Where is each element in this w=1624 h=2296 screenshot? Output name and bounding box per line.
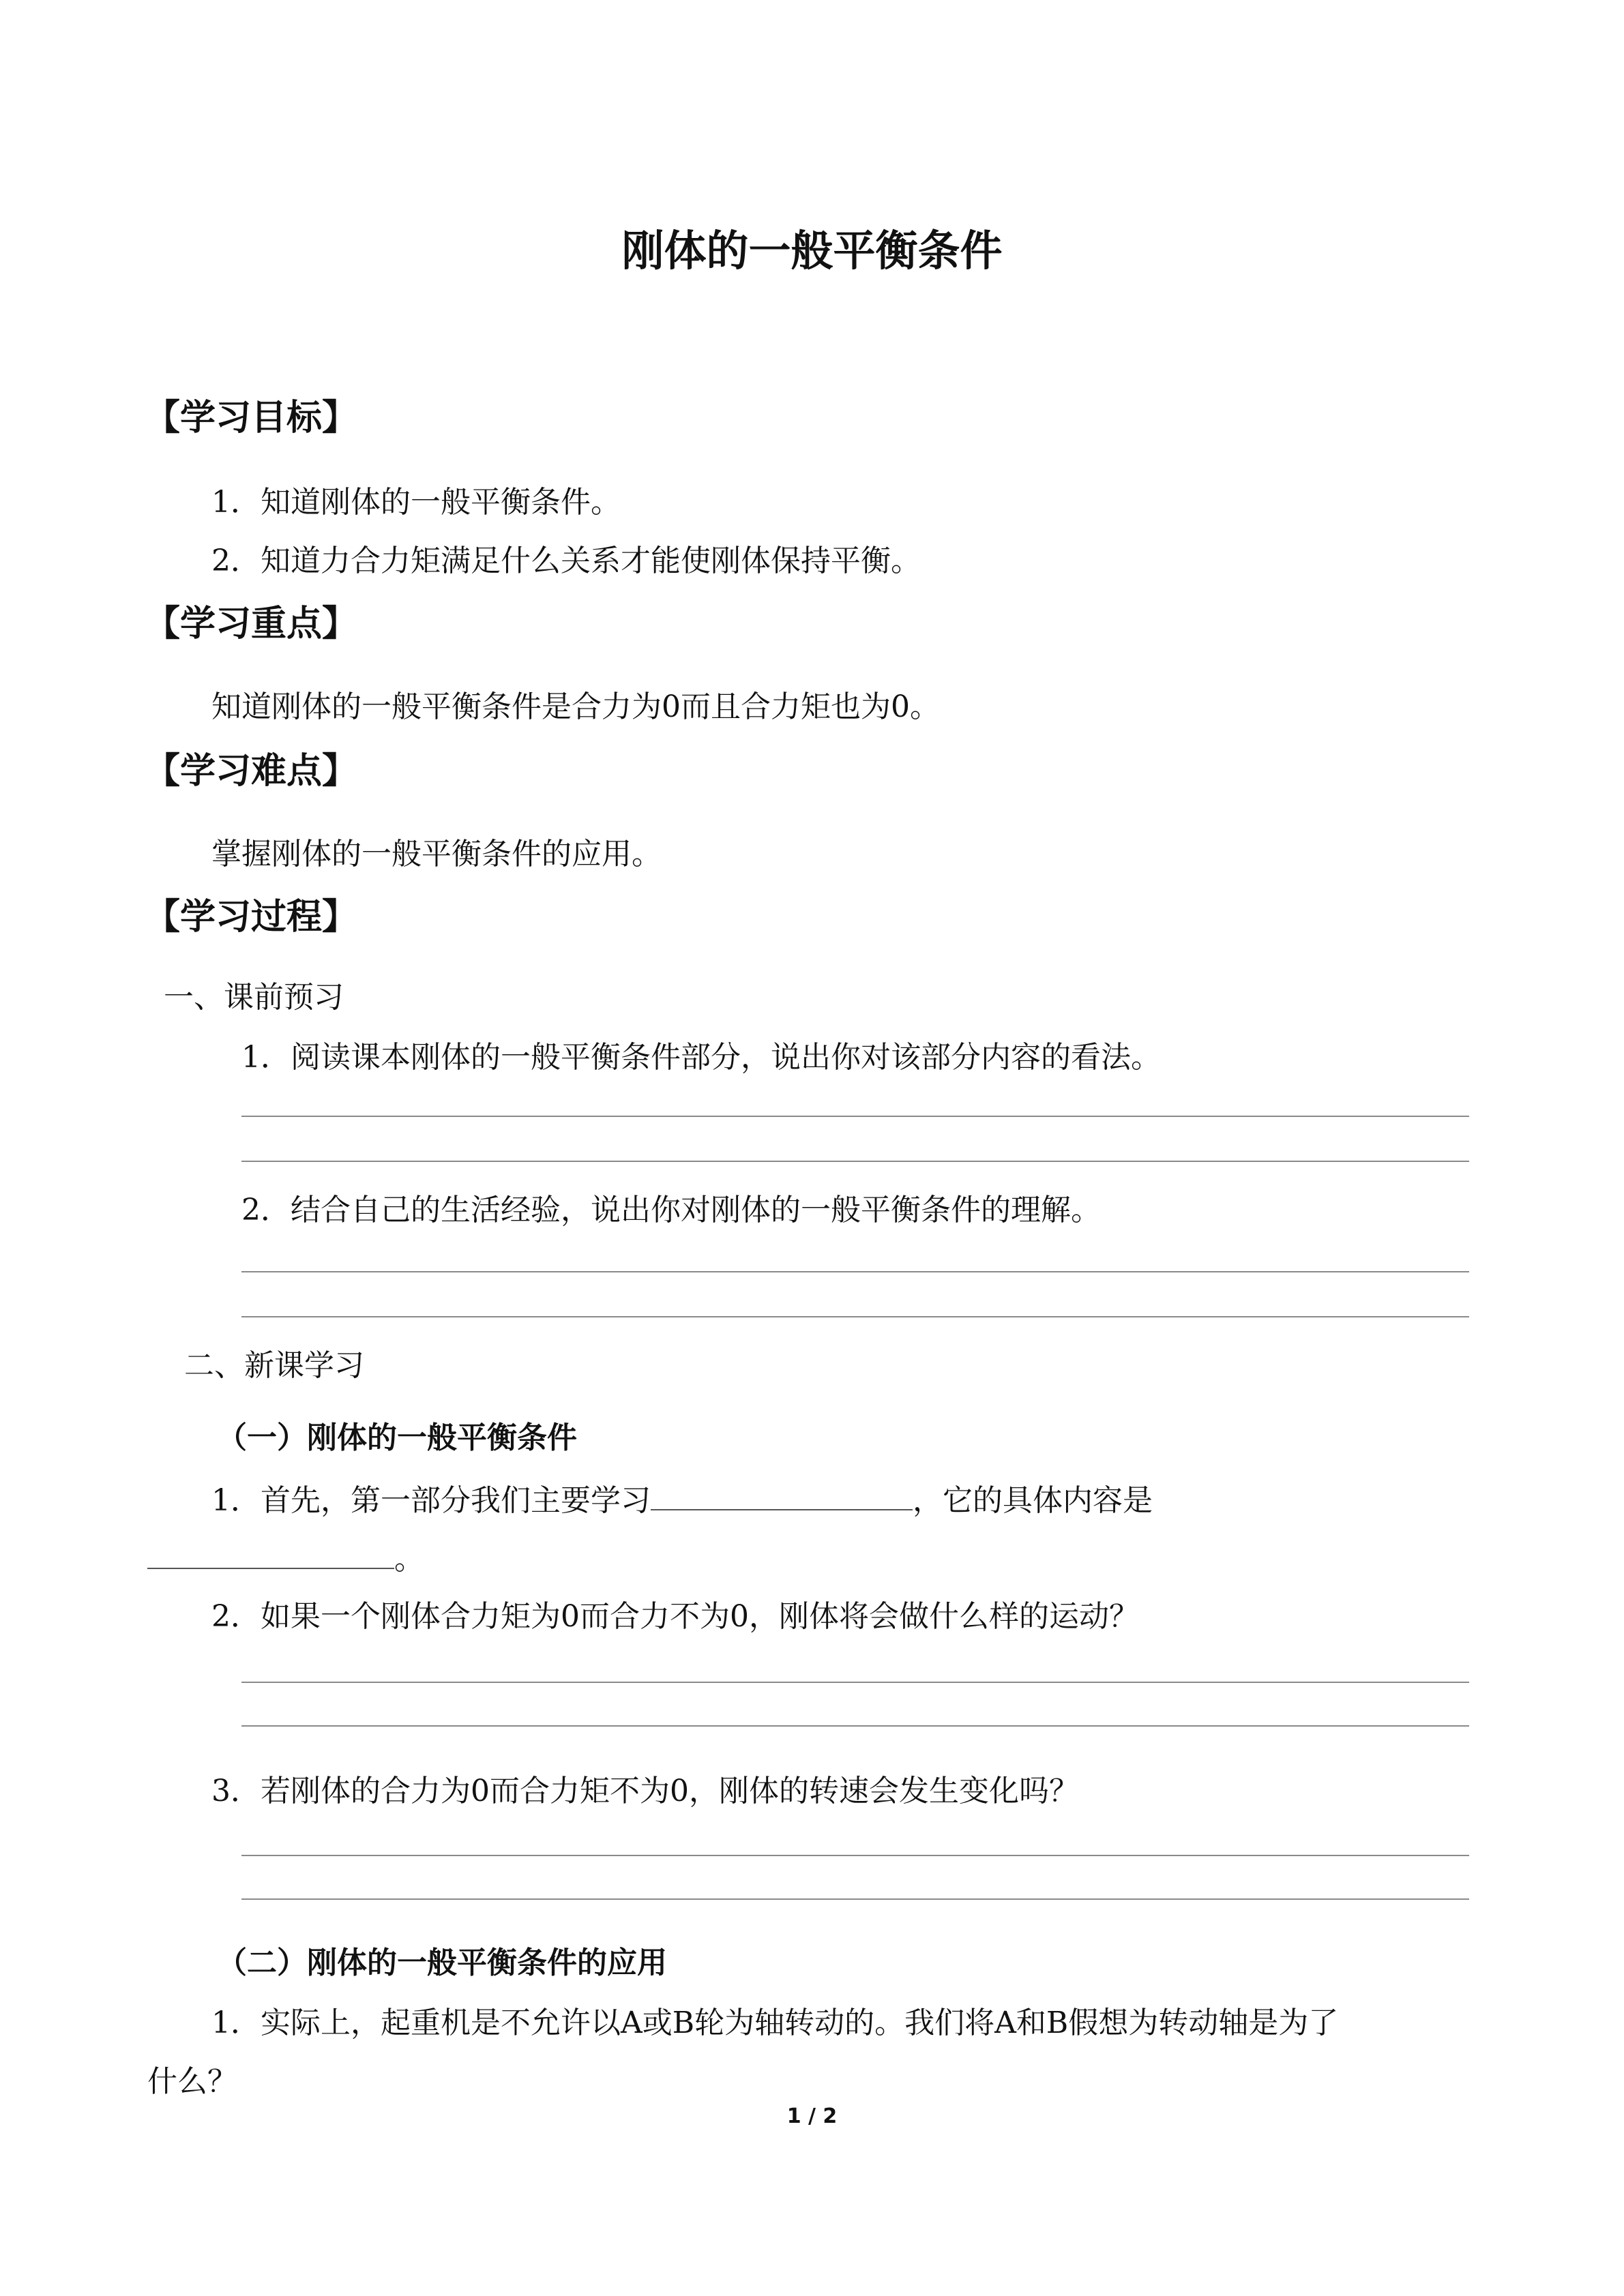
preview-question-2: 2．结合自己的生活经验，说出你对刚体的一般平衡条件的理解。: [241, 1193, 1101, 1227]
part1-question-3: 3．若刚体的合力为0而合力矩不为0，刚体的转速会发生变化吗？: [211, 1774, 1079, 1808]
objectives-heading: 【学习目标】: [145, 398, 358, 438]
process-heading: 【学习过程】: [145, 897, 358, 938]
answer-line[interactable]: [241, 1898, 1469, 1900]
part2-title: （二）刚体的一般平衡条件的应用: [217, 1945, 667, 1980]
new-lesson-label: 二、新课学习: [184, 1348, 364, 1383]
answer-line[interactable]: [241, 1271, 1469, 1272]
part1-q1-text-b: ，它的具体内容是: [913, 1483, 1153, 1518]
page-number: 1 / 2: [786, 2104, 838, 2128]
preview-question-1: 1．阅读课本刚体的一般平衡条件部分，说出你对该部分内容的看法。: [241, 1040, 1161, 1075]
fill-blank[interactable]: [651, 1479, 913, 1510]
answer-line[interactable]: [241, 1116, 1469, 1117]
fill-blank[interactable]: [147, 1538, 394, 1569]
key-point-heading: 【学习重点】: [145, 603, 358, 644]
part1-title: （一）刚体的一般平衡条件: [217, 1420, 577, 1455]
part1-question-1-continued: [147, 1534, 424, 1578]
part2-question-1-continued: 什么？: [147, 2064, 237, 2099]
preview-section-label: 一、课前预习: [164, 980, 344, 1015]
part1-question-2: 2．如果一个刚体合力矩为0而合力不为0，刚体将会做什么样的运动？: [211, 1599, 1139, 1634]
answer-line[interactable]: [241, 1161, 1469, 1162]
objective-item-2: 2．知道力合力矩满足什么关系才能使刚体保持平衡。: [211, 543, 921, 578]
answer-line[interactable]: [241, 1682, 1469, 1683]
part1-question-1: [211, 1476, 1153, 1519]
objective-item-1: 1．知道刚体的一般平衡条件。: [211, 485, 621, 520]
part2-question-1: 1．实际上，起重机是不允许以A或B轮为轴转动的。我们将A和B假想为转动轴是为了: [211, 2006, 1339, 2040]
answer-line[interactable]: [241, 1855, 1469, 1856]
page-title: 刚体的一般平衡条件: [621, 226, 1003, 275]
difficulty-text: 掌握刚体的一般平衡条件的应用。: [211, 837, 662, 871]
difficulty-heading: 【学习难点】: [145, 751, 358, 792]
key-point-text: 知道刚体的一般平衡条件是合力为0而且合力矩也为0。: [211, 689, 940, 724]
answer-line[interactable]: [241, 1725, 1469, 1727]
answer-line[interactable]: [241, 1316, 1469, 1317]
part1-q1-text-a: 1．首先，第一部分我们主要学习: [211, 1483, 651, 1518]
part1-q1-end: 。: [394, 1542, 424, 1577]
